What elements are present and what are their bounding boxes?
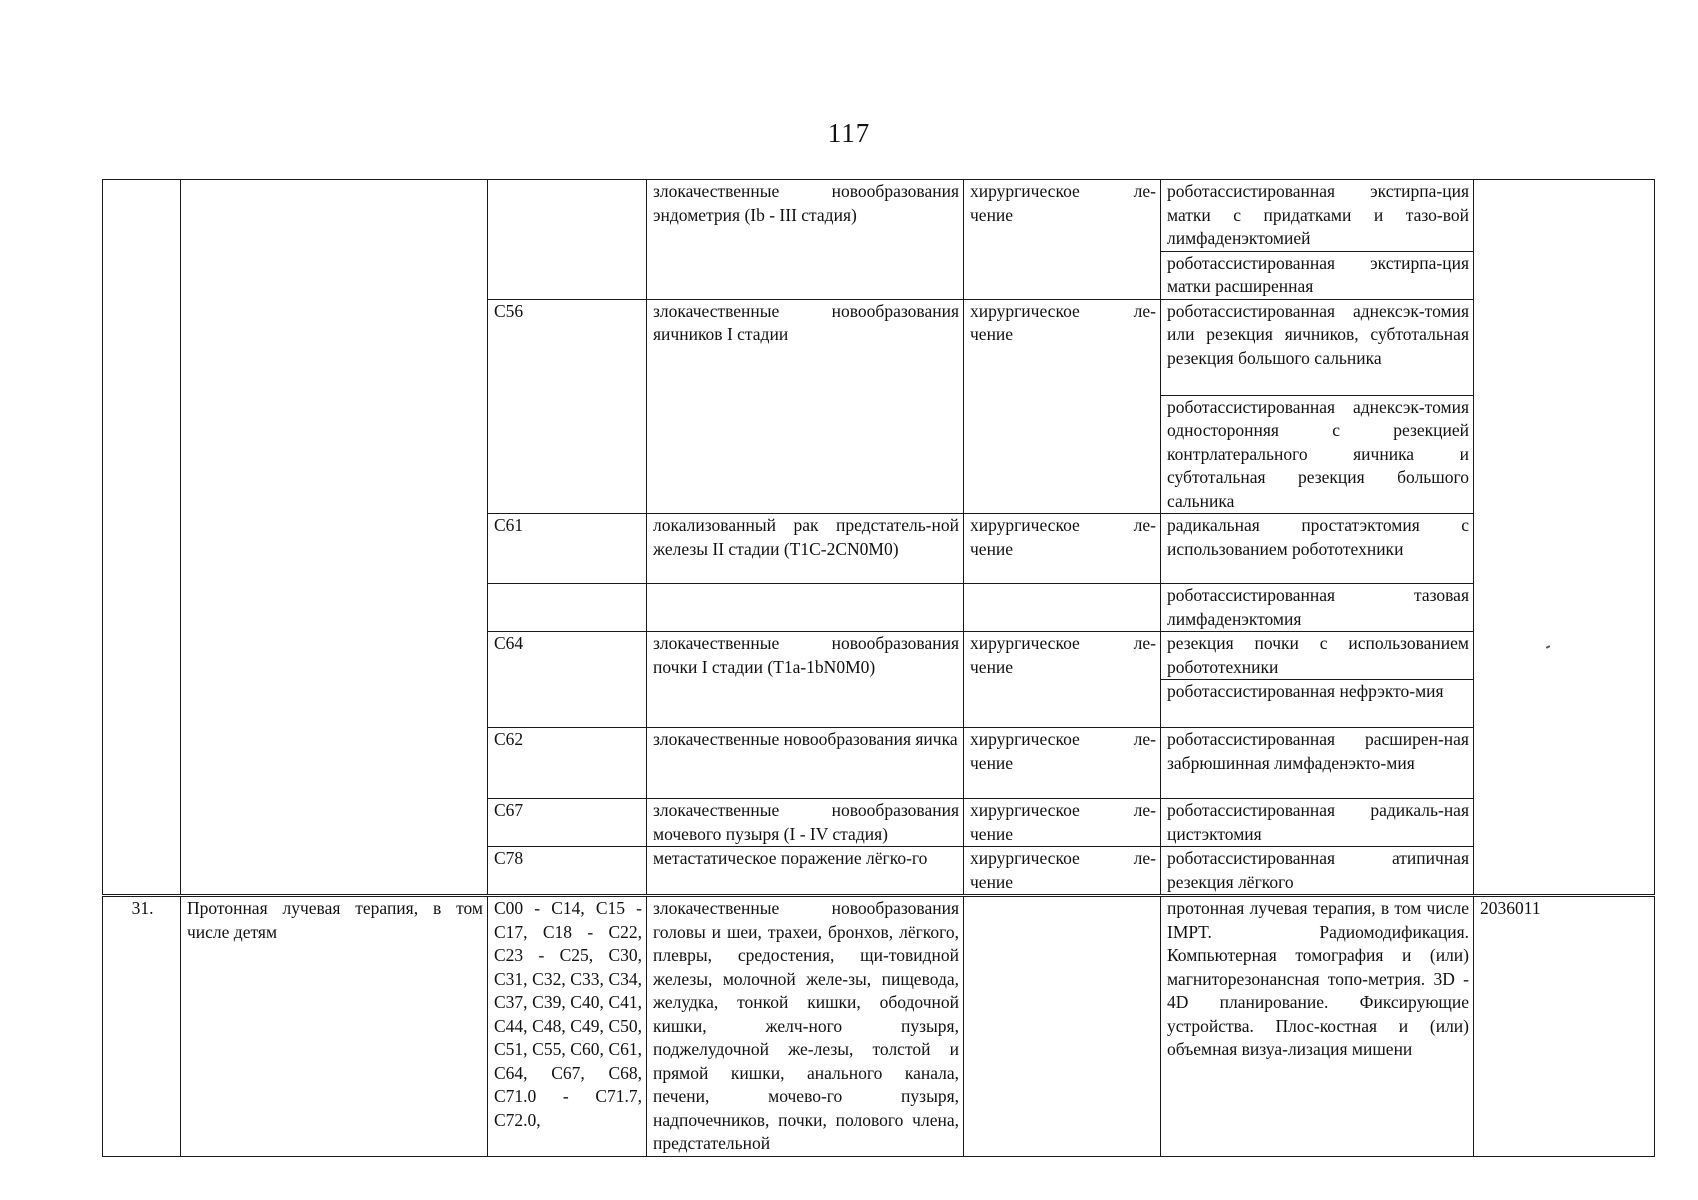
icd-code-cell: C67	[488, 799, 647, 847]
treatment-method-cell: роботассистированная расширен-ная забрюшинная лимфаденэкто-мия	[1161, 728, 1474, 799]
treatment-type-cell: хирургическое ле- чение	[964, 799, 1161, 847]
patient-model-cell: злокачественные новообразования мочевого пузыря (I - IV стадия)	[647, 799, 964, 847]
care-type-cell	[181, 180, 488, 895]
treatment-type-cell: хирургическое ле- чение	[964, 728, 1161, 799]
norm-cell: 2036011	[1474, 897, 1655, 1157]
patient-model-cell: злокачественные новообразования головы и шеи, трахеи, бронхов, лёгкого, плевры, средостения, щи-товидной железы, молочной желе-зы, пищевода, желудка, тонкой кишки, ободочной кишки, желч-ного пузыря, поджелудочной же-лезы, толстой и прямой кишки, анального канала, печени, мочево-го пузыря, надпочечников, почки, полового члена, предстательной	[647, 897, 964, 1157]
icd-code-cell: C00 - C14, C15 - C17, C18 - C22, C23 - C25, C30, C31, C32, C33, C34, C37, C39, C40, C41, C44, C48, C49, C50, C51, C55, C60, C61, C64, C67, C68, C71.0 - C71.7, C72.0,	[488, 897, 647, 1157]
patient-model-cell: злокачественные новообразования яичников I стадии	[647, 299, 964, 514]
icd-code-cell	[488, 180, 647, 300]
patient-model-cell: метастатическое поражение лёгко-го	[647, 847, 964, 895]
patient-model-cell: злокачественные новообразования яичка	[647, 728, 964, 799]
icd-code-cell: C56	[488, 299, 647, 514]
table-row	[103, 897, 1655, 1157]
treatment-method-cell: роботассистированная радикаль-ная цистэктомия	[1161, 799, 1474, 847]
patient-model-cell: злокачественные новообразования эндометрия (Ib - III стадия)	[647, 180, 964, 300]
treatment-type-cell: хирургическое ле- чение	[964, 514, 1161, 584]
treatment-method-cell: роботассистированная атипичная резекция лёгкого	[1161, 847, 1474, 895]
care-type-cell: Протонная лучевая терапия, в том числе детям	[181, 897, 488, 1157]
row-number-cell	[103, 180, 181, 895]
icd-code-cell: C64	[488, 632, 647, 728]
treatment-method-cell: роботассистированная аднексэк-томия односторонняя с резекцией контрлатерального яичника и субтотальная резекция большого сальника	[1161, 395, 1474, 514]
row-number-cell: 31.	[103, 897, 181, 1157]
icd-code-cell	[488, 584, 647, 632]
treatment-type-cell: хирургическое ле- чение	[964, 847, 1161, 895]
norm-cell	[1474, 180, 1655, 895]
treatment-method-cell: роботассистированная тазовая лимфаденэктомия	[1161, 584, 1474, 632]
treatment-method-cell: роботассистированная нефрэкто-мия	[1161, 680, 1474, 728]
treatment-method-cell: протонная лучевая терапия, в том числе IMPT. Радиомодификация. Компьютерная томография и (или) магниторезонансная топо-метрия. 3D - 4D планирование. Фиксирующие устройства. Плос-костная и (или) объемная визуа-лизация мишени	[1161, 897, 1474, 1157]
table-row	[103, 180, 1655, 252]
treatment-type-cell: хирургическое ле- чение	[964, 632, 1161, 728]
medical-care-table-row-31	[102, 896, 1655, 1157]
patient-model-cell	[647, 584, 964, 632]
treatment-method-cell: роботассистированная аднексэк-томия или резекция яичников, субтотальная резекция большого сальника	[1161, 299, 1474, 395]
treatment-method-cell: резекция почки с использованием робототехники	[1161, 632, 1474, 680]
patient-model-cell: злокачественные новообразования почки I стадии (T1a-1bN0M0)	[647, 632, 964, 728]
treatment-type-cell	[964, 584, 1161, 632]
page-number: 117	[827, 118, 871, 148]
patient-model-cell: локализованный рак предстатель-ной железы II стадии (T1C-2CN0M0)	[647, 514, 964, 584]
icd-code-cell: C61	[488, 514, 647, 584]
treatment-method-cell: роботассистированная экстирпа-ция матки с придатками и тазо-вой лимфаденэктомией	[1161, 180, 1474, 252]
treatment-method-cell: радикальная простатэктомия с использованием робототехники	[1161, 514, 1474, 584]
treatment-method-cell: роботассистированная экстирпа-ция матки расширенная	[1161, 251, 1474, 299]
medical-care-table	[102, 179, 1655, 895]
treatment-type-cell: хирургическое ле- чение	[964, 299, 1161, 514]
treatment-type-cell	[964, 897, 1161, 1157]
icd-code-cell: C62	[488, 728, 647, 799]
icd-code-cell: C78	[488, 847, 647, 895]
treatment-type-cell: хирургическое ле- чение	[964, 180, 1161, 300]
